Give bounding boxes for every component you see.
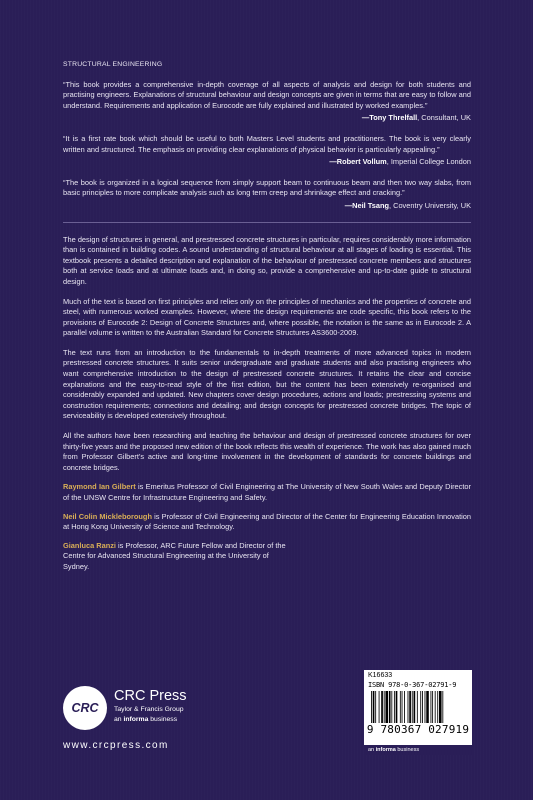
author-bio: is Emeritus Professor of Civil Engineering at The University of New South Wales and Deputy Director of the UNSW Centre for Infrastructure Engineering and Safety.	[63, 482, 471, 502]
informa-prefix: an	[114, 716, 124, 723]
informa-suffix: business	[148, 716, 178, 723]
series-title: STRUCTURAL ENGINEERING	[63, 61, 163, 68]
author-name: Neil Colin Mickleborough	[63, 511, 152, 521]
barcode-bar	[420, 691, 421, 723]
author-bio-gilbert	[63, 482, 471, 503]
barcode-bar	[394, 691, 395, 723]
barcode-bar	[402, 691, 403, 723]
author-name: Gianluca Ranzi	[63, 540, 116, 550]
strip-prefix: an	[368, 747, 376, 753]
barcode-bar	[422, 691, 423, 723]
barcode-bar	[385, 691, 388, 723]
barcode-bar	[375, 691, 376, 723]
description-paragraph: Much of the text is based on first principles and relies only on the principles of mechanics and the properties of concrete and steel, with numerous worked examples. However, where the design requirements are code specific, this book refers to the provisions of Eurocode 2: Design of Concrete Structures and, where possible, the notation is the same as in Eurocode 2. A parallel volume is written to the Australian Standard for Concrete Structures AS3600-2009.	[63, 296, 471, 338]
isbn-label: ISBN 978-0-367-02791-9	[368, 681, 457, 689]
quote-text: “It is a first rate book which should be useful to both Masters Level students and practitioners. The book is very clearly written and structured. The emphasis on providing clear explanations of physical behavior is particularly appealing.”	[63, 133, 471, 154]
divider	[63, 222, 471, 223]
description-paragraph: The text runs from an introduction to the fundamentals to in-depth treatments of more advanced topics in modern prestressed concrete structures. It suits senior undergraduate and graduate students and also practising engineers who want comprehensive introduction to the design of prestressed concrete structures. It retains the clear and concise explanations and the easy-to-read style of the first edition, but the content has been extensively re-organised and considerably expanded and updated. New chapters cover design procedures, actions and loads; prestressing systems and construction requirements; connections and detailing; and design concepts for prestressed concrete bridges. The topic of serviceability is developed extensively throughout.	[63, 347, 471, 421]
publisher-name: CRC Press	[114, 688, 187, 704]
description-paragraph: All the authors have been researching and teaching the behaviour and design of prestressed concrete structures for over thirty-five years and the proposed new edition of the book reflects this wealth of experience. The work has also gained much from Professor Gilbert’s active and long-time involvement in the development of standards for concrete buildings and concrete bridges.	[63, 431, 471, 472]
author-bio-ranzi	[63, 541, 288, 573]
quote-attribution	[63, 201, 471, 212]
barcode-bar	[417, 691, 418, 723]
quote-attribution	[63, 113, 471, 124]
quote-affiliation: , Coventry University, UK	[389, 200, 471, 210]
crc-press-logo	[63, 686, 193, 736]
barcode-bar	[381, 691, 383, 723]
barcode-bar	[373, 691, 375, 723]
quote-author: —Neil Tsang	[344, 200, 389, 210]
description	[63, 235, 471, 474]
quote-1	[63, 80, 471, 124]
barcode-bar	[400, 691, 401, 723]
crc-logo-text: CRC	[71, 701, 99, 715]
barcode-bar	[432, 691, 433, 723]
barcode-bar	[412, 691, 413, 723]
barcode-bar	[379, 691, 380, 723]
author-bio-mickleborough	[63, 512, 471, 533]
author-bio: is Professor, ARC Future Fellow and Director of the Centre for Advanced Structural Engineering at the University of Sydney.	[63, 540, 286, 571]
barcode-bar	[391, 691, 392, 723]
publisher-website[interactable]: www.crcpress.com	[63, 740, 169, 751]
quote-text: “This book provides a comprehensive in-depth coverage of all aspects of analysis and design for both students and practising engineers. Explanations of structural behaviour and design concepts are given in terms that are easy to follow and understand. Requirements and application of Eurocode are fully explained and illustrated by worked examples.”	[63, 79, 471, 110]
barcode-panel	[364, 670, 472, 745]
quote-text: “The book is organized in a logical sequence from simply support beam to continuous beam and then two way slabs, from basic principles to more complicate analysis such as long term creep and shrinkage effect and cracking.”	[63, 177, 471, 198]
informa-bold: informa	[123, 716, 149, 723]
barcode-bar	[384, 691, 385, 723]
barcode-bar	[389, 691, 391, 723]
informa-tagline	[114, 716, 177, 723]
barcode-bar	[426, 691, 429, 723]
barcode-bar	[431, 691, 432, 723]
barcode-bar	[404, 691, 405, 723]
quote-author: —Tony Threlfall	[361, 113, 418, 123]
strip-suffix: business	[395, 747, 420, 753]
barcode-bar	[439, 691, 442, 723]
publisher-group: Taylor & Francis Group	[114, 706, 184, 713]
quote-2	[63, 134, 471, 168]
barcode-icon	[370, 691, 466, 723]
cover-content	[63, 60, 471, 581]
barcode-number: 9 780367 027919	[366, 723, 470, 736]
barcode-bar	[396, 691, 398, 723]
barcode-bar	[437, 691, 438, 723]
book-code: K16633	[368, 672, 393, 679]
barcode-bar	[371, 691, 372, 723]
barcode-bar	[408, 691, 409, 723]
quote-affiliation: , Consultant, UK	[417, 113, 471, 123]
barcode-bar	[442, 691, 443, 723]
author-bio: is Professor of Civil Engineering and Director of the Center for Engineering Education Innovation at Hong Kong University of Science and Technology.	[63, 511, 471, 532]
barcode-bar	[435, 691, 436, 723]
quote-attribution	[63, 157, 471, 168]
barcode-bar	[414, 691, 416, 723]
crc-logo-icon	[63, 686, 107, 730]
quote-author: —Robert Vollum	[329, 157, 387, 167]
description-paragraph: The design of structures in general, and prestressed concrete structures in particular, requires considerably more information than is contained in building codes. A sound understanding of structural behaviour at all stages of loading is essential. This textbook presents a detailed description and explanation of the behaviour of prestressed concrete members and structures both at service loads and at ultimate loads and, in doing so, provide a comprehensive and up-to-date guide to structural design.	[63, 234, 471, 286]
author-name: Raymond Ian Gilbert	[63, 482, 136, 492]
barcode-bar	[409, 691, 411, 723]
barcode-bar	[425, 691, 426, 723]
strip-bold: informa	[375, 747, 396, 753]
quote-affiliation: , Imperial College London	[386, 157, 471, 167]
quote-3	[63, 178, 471, 212]
informa-strip	[364, 745, 472, 755]
